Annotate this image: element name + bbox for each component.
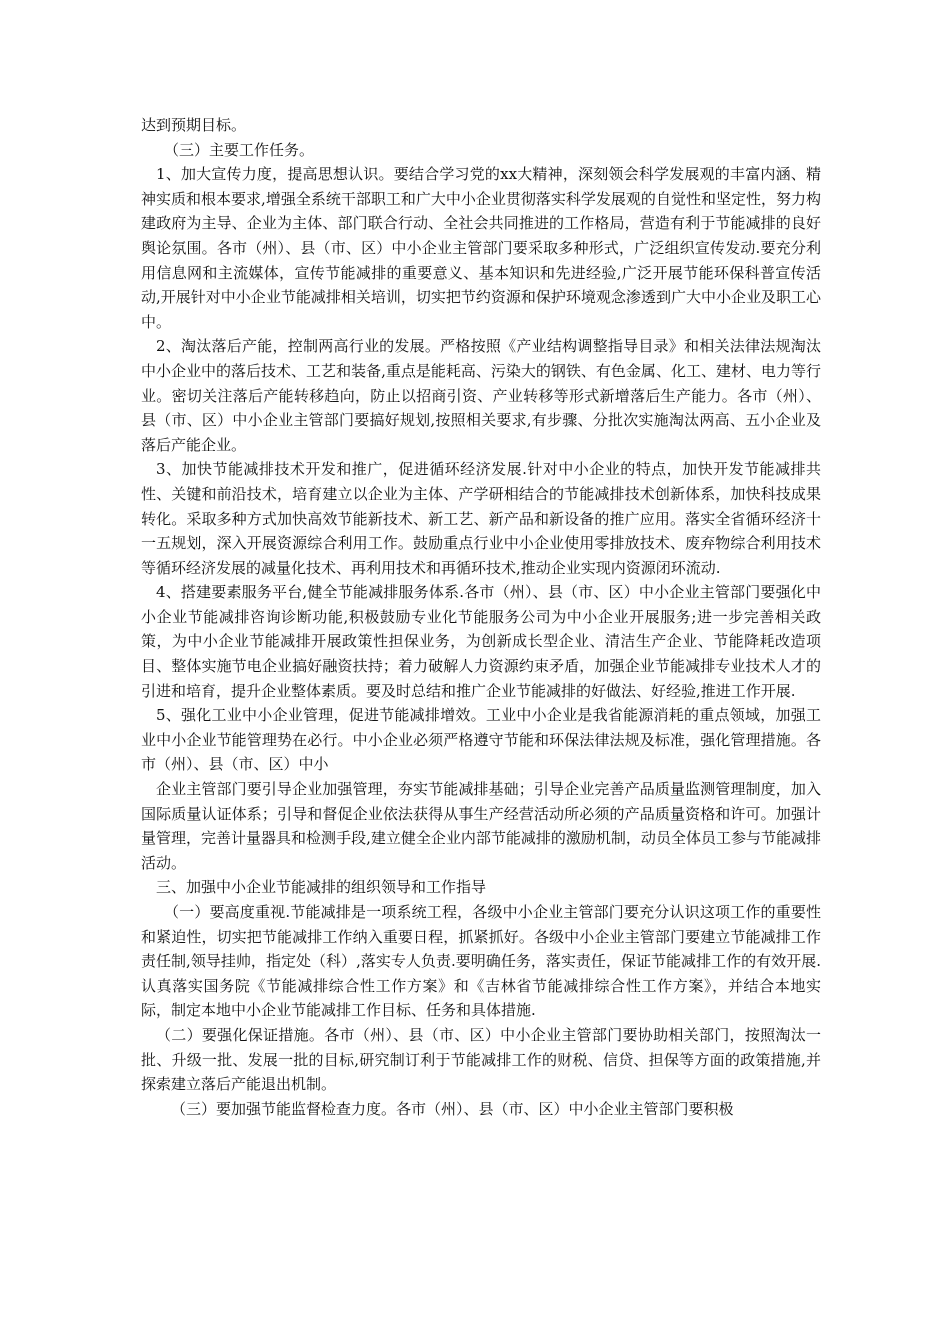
paragraph-task-3: 3、加快节能减排技术开发和推广，促进循环经济发展.针对中小企业的特点，加快开发节能减排共性、关键和前沿技术，培育建立以企业为主体、产学研相结合的节能减排技术创新体系，加快科技成果转化。采取多种方式加快高效节能新技术、新工艺、新产品和新设备的推广应用。落实全省循环经济十一五规划，深入开展资源综合利用工作。鼓励重点行业中小企业使用零排放技术、废弃物综合利用技术等循环经济发展的减量化技术、再利用技术和再循环技术,推动企业实现内资源闭环流动. [141, 460, 821, 577]
section-heading-organization: 三、加强中小企业节能减排的组织领导和工作指导 [156, 878, 487, 897]
section-heading-main-tasks: （三）主要工作任务。 [164, 140, 315, 159]
paragraph-task-2: 2、淘汰落后产能，控制两高行业的发展。严格按照《产业结构调整指导目录》和相关法律法规淘汰中小企业中的落后技术、工艺和装备,重点是能耗高、污染大的钢铁、有色金属、化工、建材、电力等行业。密切关注落后产能转移趋向，防止以招商引资、产业转移等形式新增落后生产能力。各市（州）、县（市、区）中小企业主管部门要搞好规划,按照相关要求,有步骤、分批次实施淘汰两高、五小企业及落后产能企业。 [141, 337, 821, 454]
paragraph-measure-3: （三）要加强节能监督检查力度。各市（州）、县（市、区）中小企业主管部门要积极 [171, 1099, 734, 1118]
paragraph-continuation: 达到预期目标。 [141, 116, 247, 134]
paragraph-task-5: 5、强化工业中小企业管理，促进节能减排增效。工业中小企业是我省能源消耗的重点领域，加强工业中小企业节能管理势在必行。中小企业必须严格遵守节能和环保法律法规及标准，强化管理措施。各市（州）、县（市、区）中小 [141, 706, 821, 774]
paragraph-task-5-continued: 企业主管部门要引导企业加强管理，夯实节能减排基础；引导企业完善产品质量监测管理制度，加入国际质量认证体系；引导和督促企业依法获得从事生产经营活动所必须的产品质量资格和许可。加强计量管理，完善计量器具和检测手段,建立健全企业内部节能减排的激励机制，动员全体员工参与节能减排活动。 [141, 780, 821, 872]
document-body [141, 113, 821, 1121]
paragraph-measure-2: （二）要强化保证措施。各市（州）、县（市、区）中小企业主管部门要协助相关部门，按照淘汰一批、升级一批、发展一批的目标,研究制订利于节能减排工作的财税、信贷、担保等方面的政策措施,并探索建立落后产能退出机制。 [141, 1025, 821, 1094]
paragraph-measure-1: （一）要高度重视.节能减排是一项系统工程，各级中小企业主管部门要充分认识这项工作的重要性和紧迫性，切实把节能减排工作纳入重要日程，抓紧抓好。各级中小企业主管部门要建立节能减排工作责任制,领导挂帅，指定处（科）,落实专人负责.要明确任务，落实责任，保证节能减排工作的有效开展.认真落实国务院《节能减排综合性工作方案》和《吉林省节能减排综合性工作方案》，并结合本地实际，制定本地中小企业节能减排工作目标、任务和具体措施. [141, 903, 821, 1020]
paragraph-task-1: 1、加大宣传力度，提高思想认识。要结合学习党的xx大精神，深刻领会科学发展观的丰富内涵、精神实质和根本要求,增强全系统干部职工和广大中小企业贯彻落实科学发展观的自觉性和坚定性，努力构建政府为主导、企业为主体、部门联合行动、全社会共同推进的工作格局，营造有利于节能减排的良好舆论氛围。各市（州）、县（市、区）中小企业主管部门要采取多种形式，广泛组织宣传发动.要充分利用信息网和主流媒体，宣传节能减排的重要意义、基本知识和先进经验,广泛开展节能环保科普宣传活动,开展针对中小企业节能减排相关培训，切实把节约资源和保护环境观念渗透到广大中小企业及职工心中。 [141, 165, 821, 331]
paragraph-task-4: 4、搭建要素服务平台,健全节能减排服务体系.各市（州）、县（市、区）中小企业主管部门要强化中小企业节能减排咨询诊断功能,积极鼓励专业化节能服务公司为中小企业开展服务;进一步完善相关政策，为中小企业节能减排开展政策性担保业务，为创新成长型企业、清洁生产企业、节能降耗改造项目、整体实施节电企业搞好融资扶持；着力破解人力资源约束矛盾，加强企业节能减排专业技术人才的引进和培育，提升企业整体素质。要及时总结和推广企业节能减排的好做法、好经验,推进工作开展. [141, 583, 821, 700]
